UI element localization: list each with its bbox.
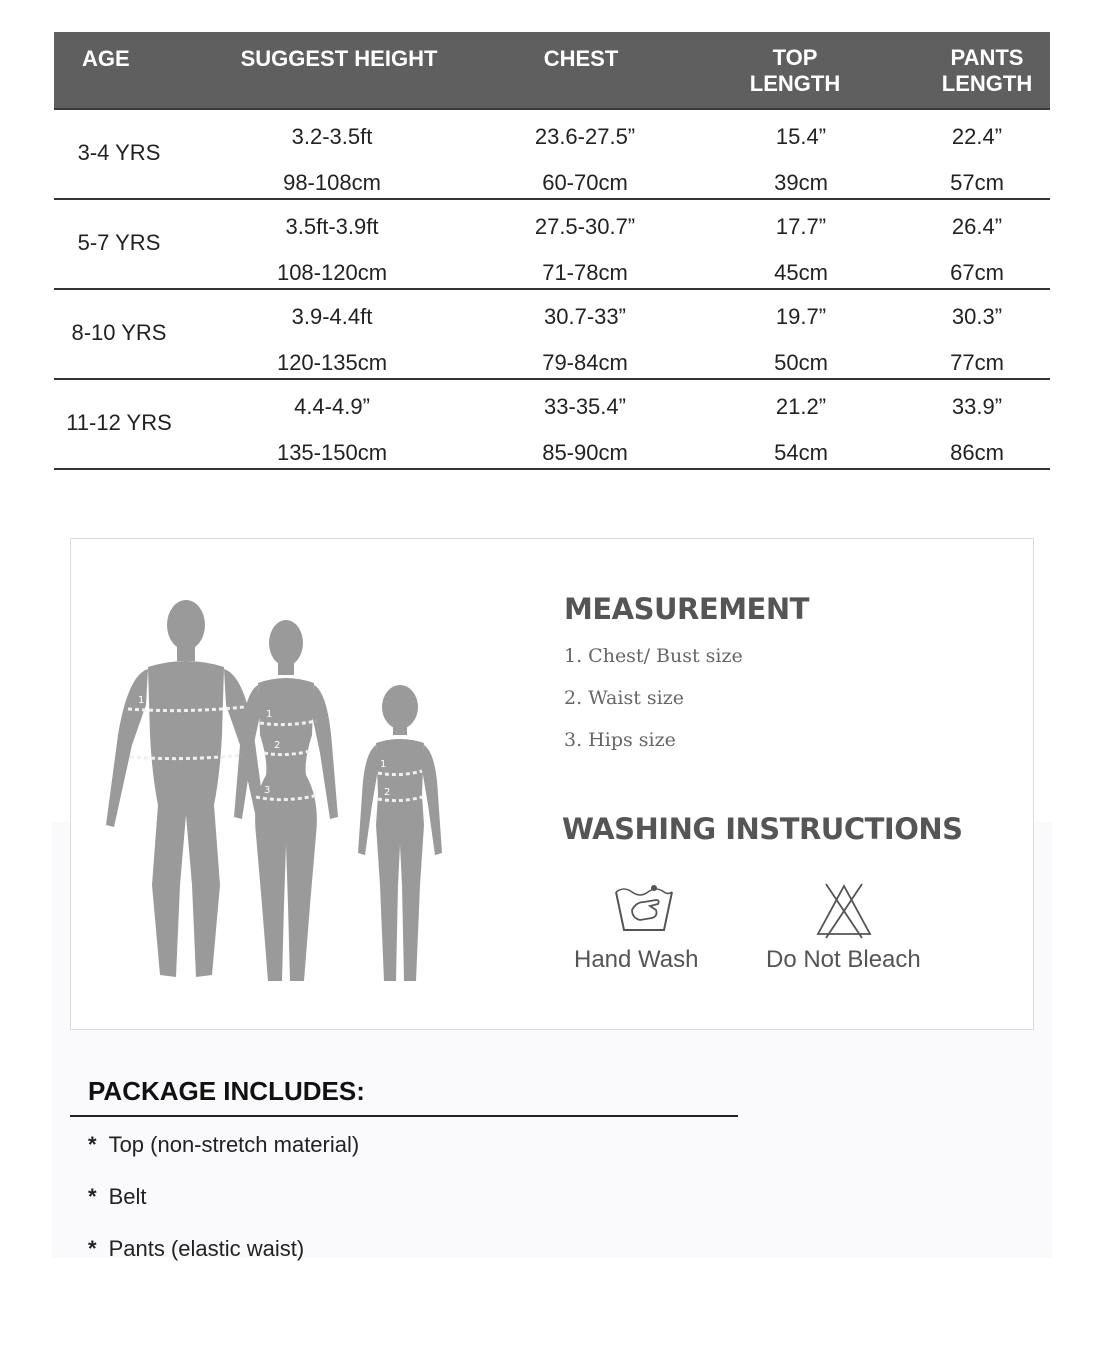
height-ft: 4.4-4.9”: [294, 394, 370, 419]
table-row: [54, 380, 1050, 470]
pants-length-cm: 86cm: [950, 440, 1004, 465]
hand-wash-label: Hand Wash: [574, 946, 699, 973]
bullet-star: *: [88, 1132, 97, 1157]
package-divider: [70, 1115, 738, 1117]
table-row: [54, 110, 1050, 200]
chest-in: 27.5-30.7”: [534, 214, 636, 239]
chest-cm: 85-90cm: [542, 440, 628, 465]
measurement-title: MEASUREMENT: [564, 592, 809, 626]
man-mark-2: 2: [142, 743, 149, 754]
table-header: [54, 32, 1050, 110]
row-age: 11-12 YRS: [66, 410, 172, 435]
top-length-in: 21.2”: [775, 394, 827, 419]
pants-length-in: 33.9”: [951, 394, 1003, 419]
child-figure-icon: [358, 685, 442, 981]
chest-cm: 60-70cm: [542, 170, 628, 195]
washing-instructions-title: WASHING INSTRUCTIONS: [562, 812, 963, 846]
woman-mark-3: 3: [264, 785, 271, 796]
height-ft: 3.9-4.4ft: [291, 304, 373, 329]
pants-length-cm: 57cm: [950, 170, 1004, 195]
height-cm: 120-135cm: [276, 350, 388, 375]
measurement-item-chest: 1. Chest/ Bust size: [564, 645, 743, 667]
man-mark-1: 1: [138, 695, 145, 706]
chest-in: 30.7-33”: [544, 304, 626, 329]
header-suggest-height: SUGGEST HEIGHT: [240, 46, 438, 71]
chest-in: 23.6-27.5”: [534, 124, 636, 149]
height-ft: 3.5ft-3.9ft: [285, 214, 379, 239]
pants-length-cm: 67cm: [950, 260, 1004, 285]
package-item-belt: Belt: [108, 1184, 147, 1209]
measurement-item-waist: 2. Waist size: [564, 687, 684, 709]
height-cm: 108-120cm: [276, 260, 388, 285]
list-item: [88, 1132, 359, 1158]
pants-length-in: 22.4”: [951, 124, 1003, 149]
height-cm: 135-150cm: [276, 440, 388, 465]
chest-cm: 71-78cm: [542, 260, 628, 285]
chest-in: 33-35.4”: [544, 394, 626, 419]
header-pants-length-line1: PANTS: [950, 45, 1024, 70]
top-length-in: 17.7”: [775, 214, 827, 239]
height-ft: 3.2-3.5ft: [291, 124, 373, 149]
pants-length-in: 26.4”: [951, 214, 1003, 239]
list-item: [88, 1184, 146, 1210]
header-top-length-line1: TOP: [772, 45, 818, 70]
table-row: [54, 290, 1050, 380]
table-row: [54, 200, 1050, 290]
pants-length-in: 30.3”: [951, 304, 1003, 329]
do-not-bleach-label: Do Not Bleach: [766, 946, 921, 973]
row-age: 8-10 YRS: [71, 320, 167, 345]
pants-length-cm: 77cm: [950, 350, 1004, 375]
header-top-length-line2: LENGTH: [749, 71, 841, 96]
top-length-in: 15.4”: [775, 124, 827, 149]
header-pants-length: [897, 45, 1077, 97]
chest-cm: 79-84cm: [542, 350, 628, 375]
row-age: 5-7 YRS: [77, 230, 161, 255]
woman-mark-1: 1: [266, 709, 273, 720]
top-length-cm: 45cm: [774, 260, 828, 285]
measurement-item-hips: 3. Hips size: [564, 729, 676, 751]
height-cm: 98-108cm: [283, 170, 381, 195]
package-includes-title: PACKAGE INCLUDES:: [88, 1076, 365, 1106]
header-top-length: [705, 45, 885, 97]
bullet-star: *: [88, 1184, 97, 1209]
top-length-cm: 39cm: [774, 170, 828, 195]
top-length-in: 19.7”: [775, 304, 827, 329]
hand-wash-icon: [612, 880, 676, 936]
package-item-pants: Pants (elastic waist): [108, 1236, 305, 1261]
body-measurement-figures-icon: [88, 585, 462, 995]
child-mark-1: 1: [380, 759, 387, 770]
do-not-bleach-icon: [812, 880, 876, 940]
header-age: AGE: [82, 46, 130, 71]
list-item: [88, 1236, 304, 1262]
header-pants-length-line2: LENGTH: [941, 71, 1033, 96]
header-chest: CHEST: [543, 46, 619, 71]
top-length-cm: 50cm: [774, 350, 828, 375]
package-item-top: Top (non-stretch material): [108, 1132, 360, 1157]
bullet-star: *: [88, 1236, 97, 1261]
top-length-cm: 54cm: [774, 440, 828, 465]
child-mark-2: 2: [384, 787, 391, 798]
row-age: 3-4 YRS: [77, 140, 161, 165]
size-chart-table: [54, 32, 1050, 470]
woman-mark-2: 2: [274, 740, 281, 751]
